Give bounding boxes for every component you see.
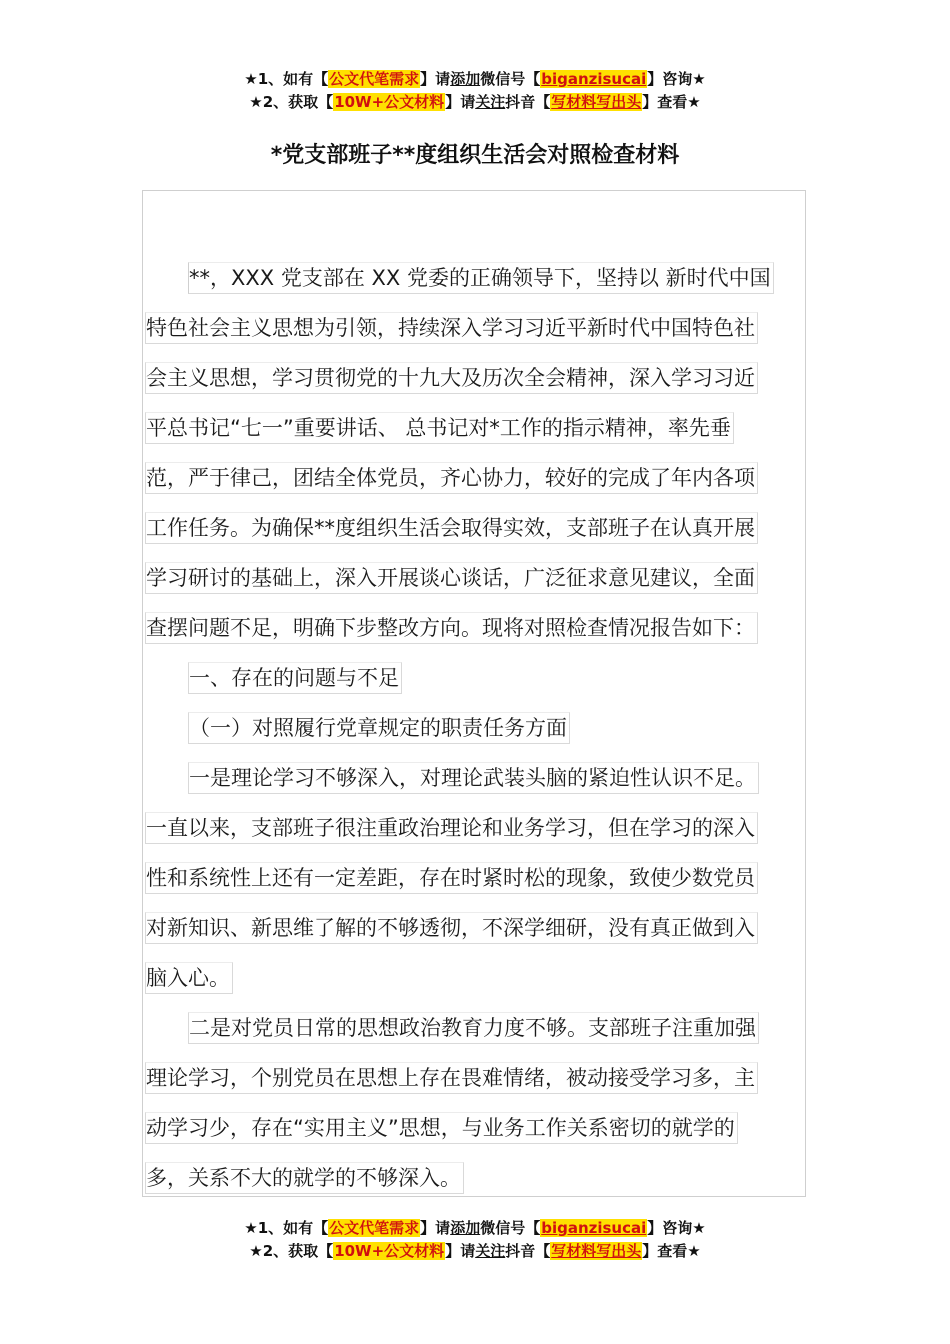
footer-banner-line-2: ★2、获取【10W+公文材料】请关注抖音【写材料写出头】查看★ [249, 1242, 701, 1260]
text-line: 会主义思想，学习贯彻党的十九大及历次全会精神，深入学习习近 [145, 352, 800, 402]
text-line: 查摆问题不足，明确下步整改方向。现将对照检查情况报告如下： [145, 602, 800, 652]
text-line: 平总书记“七一”重要讲话、 总书记对*工作的指示精神，率先垂 [145, 402, 800, 452]
banner-douyin-account[interactable]: 写材料写出头 [551, 93, 642, 111]
banner-highlight-materials: 10W+公文材料 [334, 93, 445, 111]
text-line: 对新知识、新思维了解的不够透彻，不深学细研，没有真正做到入 [145, 902, 800, 952]
footer-highlight-materials: 10W+公文材料 [334, 1242, 445, 1260]
text-line: 多，关系不大的就学的不够深入。 [145, 1152, 800, 1202]
document-body [145, 252, 800, 1202]
footer-banner [0, 1217, 950, 1263]
banner-wechat-id[interactable]: biganzisucai [541, 70, 647, 88]
section-heading: 一、存在的问题与不足 [145, 652, 800, 702]
footer-douyin-account[interactable]: 写材料写出头 [551, 1242, 642, 1260]
text-line: 理论学习，个别党员在思想上存在畏难情绪，被动接受学习多，主 [145, 1052, 800, 1102]
text-line: 工作任务。为确保**度组织生活会取得实效，支部班子在认真开展 [145, 502, 800, 552]
banner-line-2: ★2、获取【10W+公文材料】请关注抖音【写材料写出头】查看★ [249, 93, 701, 111]
text-line: 脑入心。 [145, 952, 800, 1002]
text-line: 性和系统性上还有一定差距，存在时紧时松的现象，致使少数党员 [145, 852, 800, 902]
text-line: 学习研讨的基础上，深入开展谈心谈话，广泛征求意见建议，全面 [145, 552, 800, 602]
text-line: **，XXX 党支部在 XX 党委的正确领导下，坚持以 新时代中国 [145, 252, 800, 302]
header-banner [0, 68, 950, 114]
text-line: 范，严于律己，团结全体党员，齐心协力，较好的完成了年内各项 [145, 452, 800, 502]
text-line: 动学习少，存在“实用主义”思想，与业务工作关系密切的就学的 [145, 1102, 800, 1152]
banner-line-1: ★1、如有【公文代笔需求】请添加微信号【biganzisucai】咨询★ [244, 70, 706, 88]
footer-wechat-id[interactable]: biganzisucai [541, 1219, 647, 1237]
text-line: 一是理论学习不够深入，对理论武装头脑的紧迫性认识不足。 [145, 752, 800, 802]
footer-highlight-service: 公文代笔需求 [329, 1219, 420, 1237]
text-line: 二是对党员日常的思想政治教育力度不够。支部班子注重加强 [145, 1002, 800, 1052]
text-line: 一直以来，支部班子很注重政治理论和业务学习，但在学习的深入 [145, 802, 800, 852]
text-line: 特色社会主义思想为引领，持续深入学习习近平新时代中国特色社 [145, 302, 800, 352]
banner-highlight-service: 公文代笔需求 [329, 70, 420, 88]
document-title: *党支部班子**度组织生活会对照检查材料 [270, 143, 680, 168]
footer-banner-line-1: ★1、如有【公文代笔需求】请添加微信号【biganzisucai】咨询★ [244, 1219, 706, 1237]
subsection-heading: （一）对照履行党章规定的职责任务方面 [145, 702, 800, 752]
